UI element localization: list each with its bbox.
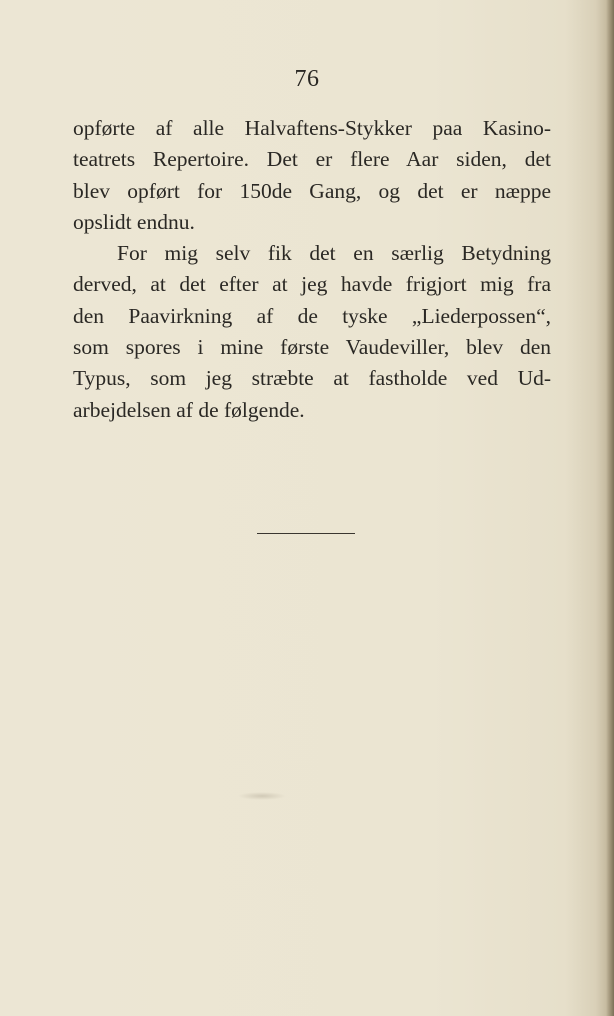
text-line: opførte af alle Halvaftens-Stykker paa Kasino- <box>73 116 551 140</box>
text-line: teatrets Repertoire. Det er flere Aar siden, det <box>73 147 551 172</box>
text-line: som spores i mine første Vaudeviller, blev den <box>73 335 551 360</box>
section-divider-rule <box>257 533 355 534</box>
text-line: For mig selv fik det en særlig Betydning <box>117 241 551 266</box>
text-line: blev opført for 150de Gang, og det er næppe <box>73 178 551 203</box>
text-line: den Paavirkning af de tyske „Liederpossen“, <box>73 303 551 328</box>
text-line: opslidt endnu. <box>73 209 195 234</box>
body-paragraphs <box>73 113 551 426</box>
text-line: arbejdelsen af de følgende. <box>73 397 305 422</box>
text-line: derved, at det efter at jeg havde frigjort mig fra <box>73 272 551 297</box>
page-number: 76 <box>294 66 320 92</box>
paper-smudge <box>238 792 286 800</box>
text-line: Typus, som jeg stræbte at fastholde ved Ud- <box>73 366 551 391</box>
page-edge-shadow <box>606 0 614 1016</box>
